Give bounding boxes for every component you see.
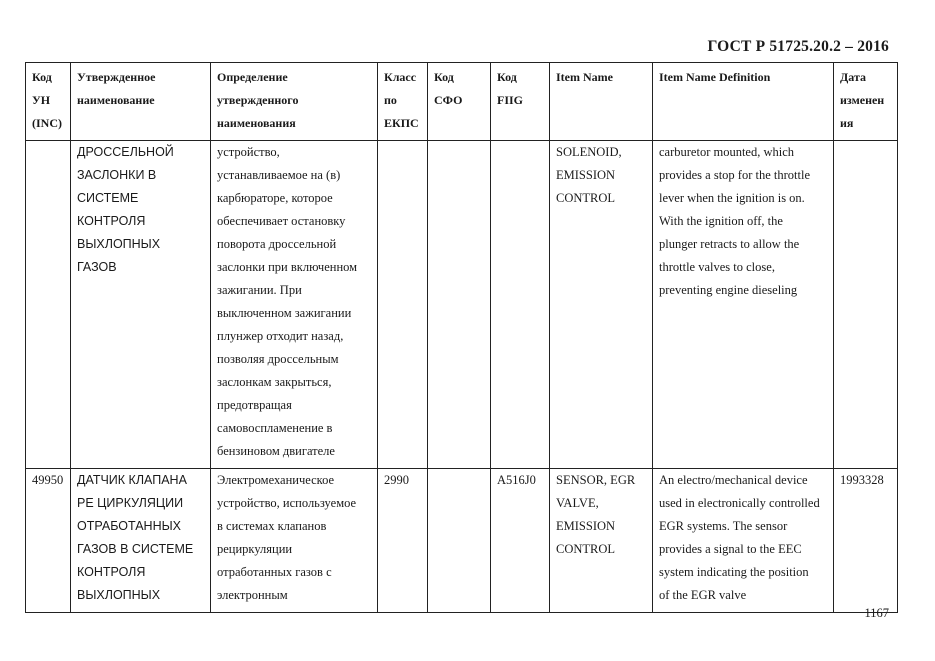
cell-item-name: SOLENOID, EMISSION CONTROL: [550, 141, 653, 469]
table-row: [26, 141, 898, 469]
cell-item-name-definition: An electro/mechanical device used in electronically controlled EGR systems. The sensor provides a signal to the EEC system indicating the position of the EGR valve: [653, 469, 834, 613]
cell-definition: Электромеханическое устройство, используемое в системах клапанов рециркуляции отработанных газов с электронным: [211, 469, 378, 613]
cell-approved-name: ДАТЧИК КЛАПАНА РЕ ЦИРКУЛЯЦИИ ОТРАБОТАННЫХ ГАЗОВ В СИСТЕМЕ КОНТРОЛЯ ВЫХЛОПНЫХ: [71, 469, 211, 613]
cell-code-fiig: A516J0: [491, 469, 550, 613]
cell-class-ekps: [378, 141, 428, 469]
column-header-approved-name: Утвержденное наименование: [71, 63, 211, 141]
column-header-code-fiig: Код FIIG: [491, 63, 550, 141]
cell-class-ekps: 2990: [378, 469, 428, 613]
cell-item-name-definition: carburetor mounted, which provides a stop for the throttle lever when the ignition is on. With the ignition off, the plunger retracts to allow the throttle valves to close, preventing engine dieseling: [653, 141, 834, 469]
column-header-item-name-definition: Item Name Definition: [653, 63, 834, 141]
cell-change-date: 1993328: [834, 469, 898, 613]
item-name-table: [25, 62, 898, 613]
cell-code-sfo: [428, 141, 491, 469]
column-header-change-date: Дата изменен ия: [834, 63, 898, 141]
cell-definition: устройство, устанавливаемое на (в) карбюраторе, которое обеспечивает остановку поворота дроссельной заслонки при включенном зажигании. При выключенном зажигании плунжер отходит назад, позволяя дроссельным заслонкам закрыться, предотвращая самовоспламенение в бензиновом двигателе: [211, 141, 378, 469]
column-header-definition: Определение утвержденного наименования: [211, 63, 378, 141]
column-header-class-ekps: Класс по ЕКПС: [378, 63, 428, 141]
cell-item-name: SENSOR, EGR VALVE, EMISSION CONTROL: [550, 469, 653, 613]
page-number: 1167: [864, 606, 889, 620]
column-header-item-name: Item Name: [550, 63, 653, 141]
cell-code-sfo: [428, 469, 491, 613]
cell-change-date: [834, 141, 898, 469]
table-row: [26, 469, 898, 613]
document-standard-title: ГОСТ Р 51725.20.2 – 2016: [707, 38, 889, 55]
column-header-inc: Код УН (INC): [26, 63, 71, 141]
cell-approved-name: ДРОССЕЛЬНОЙ ЗАСЛОНКИ В СИСТЕМЕ КОНТРОЛЯ ВЫХЛОПНЫХ ГАЗОВ: [71, 141, 211, 469]
column-header-code-sfo: Код СФО: [428, 63, 491, 141]
cell-code-fiig: [491, 141, 550, 469]
cell-inc: [26, 141, 71, 469]
table-header-row: [26, 63, 898, 141]
cell-inc: 49950: [26, 469, 71, 613]
